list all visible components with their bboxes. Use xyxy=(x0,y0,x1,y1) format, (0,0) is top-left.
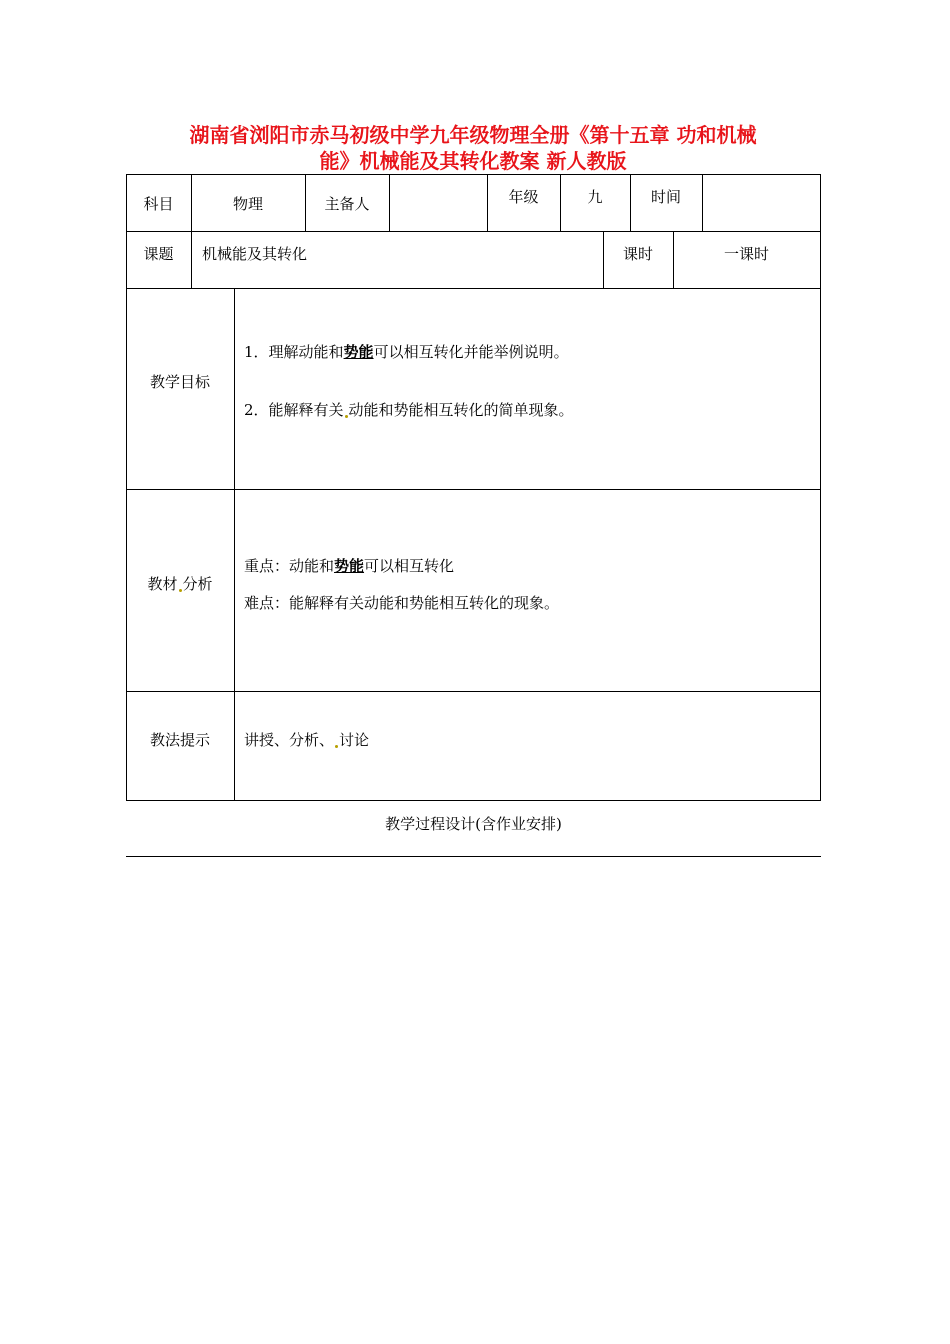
objectives-label: 教学目标 xyxy=(149,373,210,391)
topic-label: 课题 xyxy=(143,245,174,263)
preparer-label: 主备人 xyxy=(324,195,370,213)
analysis-label: 教材 分析 xyxy=(147,575,213,593)
grade-label: 年级 xyxy=(508,188,539,206)
period-label: 课时 xyxy=(622,245,653,263)
objective-item-1: 1．理解动能和势能可以相互转化并能举例说明。 xyxy=(244,343,569,361)
process-title: 教学过程设计(含作业安排) xyxy=(385,815,562,833)
title-line-2: 能》机械能及其转化教案 新人教版 xyxy=(319,149,627,173)
title-line-1: 湖南省浏阳市赤马初级中学九年级物理全册《第十五章 功和机械 xyxy=(189,123,757,147)
grade-value: 九 xyxy=(587,188,603,206)
time-label: 时间 xyxy=(650,188,681,206)
emphasis-term: 势能 xyxy=(343,343,374,361)
subject-value: 物理 xyxy=(232,195,263,213)
methods-label: 教法提示 xyxy=(149,731,210,749)
divider-line xyxy=(126,856,821,857)
emphasis-term: 势能 xyxy=(334,557,365,575)
dot-mark xyxy=(335,745,338,748)
topic-value: 机械能及其转化 xyxy=(202,245,308,263)
document-title xyxy=(126,122,820,174)
key-point: 重点：动能和势能可以相互转化 xyxy=(244,557,455,575)
difficult-point: 难点：能解释有关动能和势能相互转化的现象。 xyxy=(244,594,560,612)
subject-label: 科目 xyxy=(143,195,174,213)
objective-item-2: 2．能解释有关 动能和势能相互转化的简单现象。 xyxy=(244,401,574,419)
period-value: 一课时 xyxy=(723,245,769,263)
methods-value: 讲授、分析、 讨论 xyxy=(244,731,370,749)
dot-mark xyxy=(179,589,182,592)
dot-mark xyxy=(345,415,348,418)
